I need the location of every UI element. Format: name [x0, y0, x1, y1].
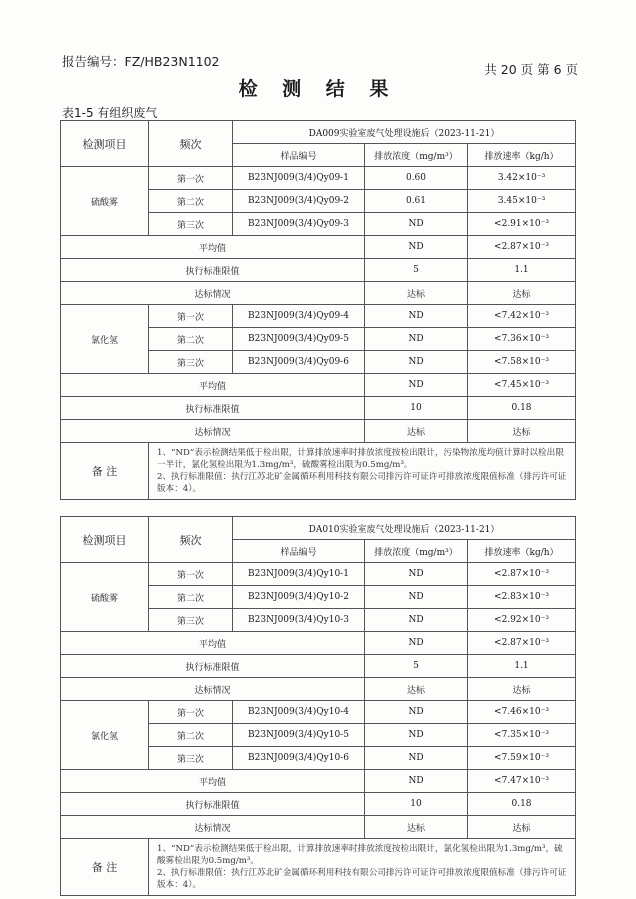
frequency-cell: 第一次 [149, 701, 233, 724]
item-name: 氯化氢 [61, 305, 149, 374]
status-label: 达标情况 [61, 816, 365, 839]
status-concentration: 达标 [365, 282, 468, 305]
remarks-row [61, 443, 576, 500]
status-label: 达标情况 [61, 678, 365, 701]
remarks-row [61, 839, 576, 896]
col-header-item: 检测项目 [61, 517, 149, 563]
limit-rate: 1.1 [468, 655, 576, 678]
remark-line: 1、“ND”表示检测结果低于检出限，计算排放速率时排放浓度按检出限计，氯化氢检出限为1.3mg/m³，硫酸雾检出限为0.5mg/m³。 [157, 844, 563, 866]
sample-id-cell: B23NJ009(3/4)Qy10-2 [233, 586, 365, 609]
table-row [61, 305, 576, 328]
sample-id-cell: B23NJ009(3/4)Qy09-6 [233, 351, 365, 374]
concentration-cell: ND [365, 213, 468, 236]
sample-id-cell: B23NJ009(3/4)Qy10-4 [233, 701, 365, 724]
concentration-cell: ND [365, 328, 468, 351]
concentration-cell: 0.61 [365, 190, 468, 213]
rate-cell: <2.87×10⁻³ [468, 563, 576, 586]
sample-id-cell: B23NJ009(3/4)Qy09-1 [233, 167, 365, 190]
average-row [61, 632, 576, 655]
average-concentration: ND [365, 632, 468, 655]
limit-label: 执行标准限值 [61, 655, 365, 678]
rate-cell: <7.36×10⁻³ [468, 328, 576, 351]
rate-cell: 3.42×10⁻³ [468, 167, 576, 190]
sample-id-cell: B23NJ009(3/4)Qy10-5 [233, 724, 365, 747]
limit-rate: 0.18 [468, 793, 576, 816]
frequency-cell: 第三次 [149, 351, 233, 374]
average-label: 平均值 [61, 374, 365, 397]
rate-cell: <7.59×10⁻³ [468, 747, 576, 770]
status-rate: 达标 [468, 282, 576, 305]
rate-cell: <2.92×10⁻³ [468, 609, 576, 632]
concentration-cell: ND [365, 701, 468, 724]
concentration-cell: 0.60 [365, 167, 468, 190]
average-rate: <7.47×10⁻³ [468, 770, 576, 793]
page-title: 检 测 结 果 [238, 78, 398, 100]
table-row [61, 563, 576, 586]
concentration-cell: ND [365, 586, 468, 609]
status-row [61, 678, 576, 701]
remarks-label: 备 注 [61, 443, 149, 500]
limit-label: 执行标准限值 [61, 397, 365, 420]
limit-concentration: 10 [365, 397, 468, 420]
sample-id-cell: B23NJ009(3/4)Qy09-2 [233, 190, 365, 213]
concentration-cell: ND [365, 305, 468, 328]
limit-rate: 1.1 [468, 259, 576, 282]
concentration-cell: ND [365, 747, 468, 770]
rate-cell: <7.58×10⁻³ [468, 351, 576, 374]
col-header-concentration: 排放浓度（mg/m³） [365, 144, 468, 167]
frequency-cell: 第二次 [149, 190, 233, 213]
limit-row [61, 655, 576, 678]
concentration-cell: ND [365, 609, 468, 632]
average-concentration: ND [365, 770, 468, 793]
sample-id-cell: B23NJ009(3/4)Qy09-5 [233, 328, 365, 351]
average-rate: <2.87×10⁻³ [468, 236, 576, 259]
sample-id-cell: B23NJ009(3/4)Qy10-1 [233, 563, 365, 586]
average-label: 平均值 [61, 770, 365, 793]
table-row [61, 701, 576, 724]
col-header-rate: 排放速率（kg/h） [468, 540, 576, 563]
col-header-item: 检测项目 [61, 121, 149, 167]
remarks-label: 备 注 [61, 839, 149, 896]
frequency-cell: 第三次 [149, 609, 233, 632]
rate-cell: <7.46×10⁻³ [468, 701, 576, 724]
sample-id-cell: B23NJ009(3/4)Qy09-4 [233, 305, 365, 328]
report-number: 报告编号：FZ/HB23N1102 [62, 54, 220, 69]
sample-id-cell: B23NJ009(3/4)Qy10-3 [233, 609, 365, 632]
status-row [61, 816, 576, 839]
frequency-cell: 第二次 [149, 724, 233, 747]
col-header-frequency: 频次 [149, 121, 233, 167]
limit-concentration: 5 [365, 655, 468, 678]
limit-row [61, 259, 576, 282]
limit-row [61, 793, 576, 816]
rate-cell: <2.83×10⁻³ [468, 586, 576, 609]
col-header-frequency: 频次 [149, 517, 233, 563]
concentration-cell: ND [365, 563, 468, 586]
results-table-da010 [60, 516, 576, 896]
table-row [61, 167, 576, 190]
col-header-sample: 样品编号 [233, 144, 365, 167]
status-concentration: 达标 [365, 420, 468, 443]
page-indicator: 共 20 页 第 6 页 [484, 62, 578, 77]
status-concentration: 达标 [365, 816, 468, 839]
status-rate: 达标 [468, 816, 576, 839]
limit-label: 执行标准限值 [61, 793, 365, 816]
limit-concentration: 5 [365, 259, 468, 282]
remark-line: 2、执行标准限值：执行江苏北矿金属循环利用科技有限公司排污许可证许可排放浓度限值标准（排污许可证版本：4）。 [157, 472, 567, 494]
status-row [61, 420, 576, 443]
remarks-content [149, 839, 576, 896]
facility-header: DA010实验室废气处理设施后（2023-11-21） [233, 517, 576, 540]
average-rate: <2.87×10⁻³ [468, 632, 576, 655]
rate-cell: <2.91×10⁻³ [468, 213, 576, 236]
limit-label: 执行标准限值 [61, 259, 365, 282]
results-table-da009 [60, 120, 576, 500]
remarks-content [149, 443, 576, 500]
frequency-cell: 第三次 [149, 213, 233, 236]
limit-rate: 0.18 [468, 397, 576, 420]
col-header-concentration: 排放浓度（mg/m³） [365, 540, 468, 563]
status-rate: 达标 [468, 420, 576, 443]
average-label: 平均值 [61, 632, 365, 655]
col-header-rate: 排放速率（kg/h） [468, 144, 576, 167]
frequency-cell: 第一次 [149, 563, 233, 586]
facility-header: DA009实验室废气处理设施后（2023-11-21） [233, 121, 576, 144]
remark-line: 2、执行标准限值：执行江苏北矿金属循环利用科技有限公司排污许可证许可排放浓度限值标准（排污许可证版本：4）。 [157, 868, 567, 890]
average-concentration: ND [365, 374, 468, 397]
status-label: 达标情况 [61, 420, 365, 443]
frequency-cell: 第三次 [149, 747, 233, 770]
average-label: 平均值 [61, 236, 365, 259]
frequency-cell: 第二次 [149, 328, 233, 351]
average-row [61, 236, 576, 259]
average-row [61, 374, 576, 397]
average-rate: <7.45×10⁻³ [468, 374, 576, 397]
status-rate: 达标 [468, 678, 576, 701]
average-row [61, 770, 576, 793]
concentration-cell: ND [365, 724, 468, 747]
rate-cell: <7.35×10⁻³ [468, 724, 576, 747]
frequency-cell: 第二次 [149, 586, 233, 609]
item-name: 氯化氢 [61, 701, 149, 770]
status-row [61, 282, 576, 305]
item-name: 硫酸雾 [61, 167, 149, 236]
limit-row [61, 397, 576, 420]
rate-cell: <7.42×10⁻³ [468, 305, 576, 328]
status-concentration: 达标 [365, 678, 468, 701]
average-concentration: ND [365, 236, 468, 259]
limit-concentration: 10 [365, 793, 468, 816]
concentration-cell: ND [365, 351, 468, 374]
frequency-cell: 第一次 [149, 305, 233, 328]
sample-id-cell: B23NJ009(3/4)Qy10-6 [233, 747, 365, 770]
frequency-cell: 第一次 [149, 167, 233, 190]
sample-id-cell: B23NJ009(3/4)Qy09-3 [233, 213, 365, 236]
table-caption: 表1-5 有组织废气 [62, 106, 158, 120]
col-header-sample: 样品编号 [233, 540, 365, 563]
rate-cell: 3.45×10⁻³ [468, 190, 576, 213]
status-label: 达标情况 [61, 282, 365, 305]
remark-line: 1、“ND”表示检测结果低于检出限，计算排放速率时排放浓度按检出限计，污染物浓度均值计算时以检出限一半计，氯化氢检出限为1.3mg/m³，硫酸雾检出限为0.5mg/m³。 [157, 448, 564, 470]
item-name: 硫酸雾 [61, 563, 149, 632]
